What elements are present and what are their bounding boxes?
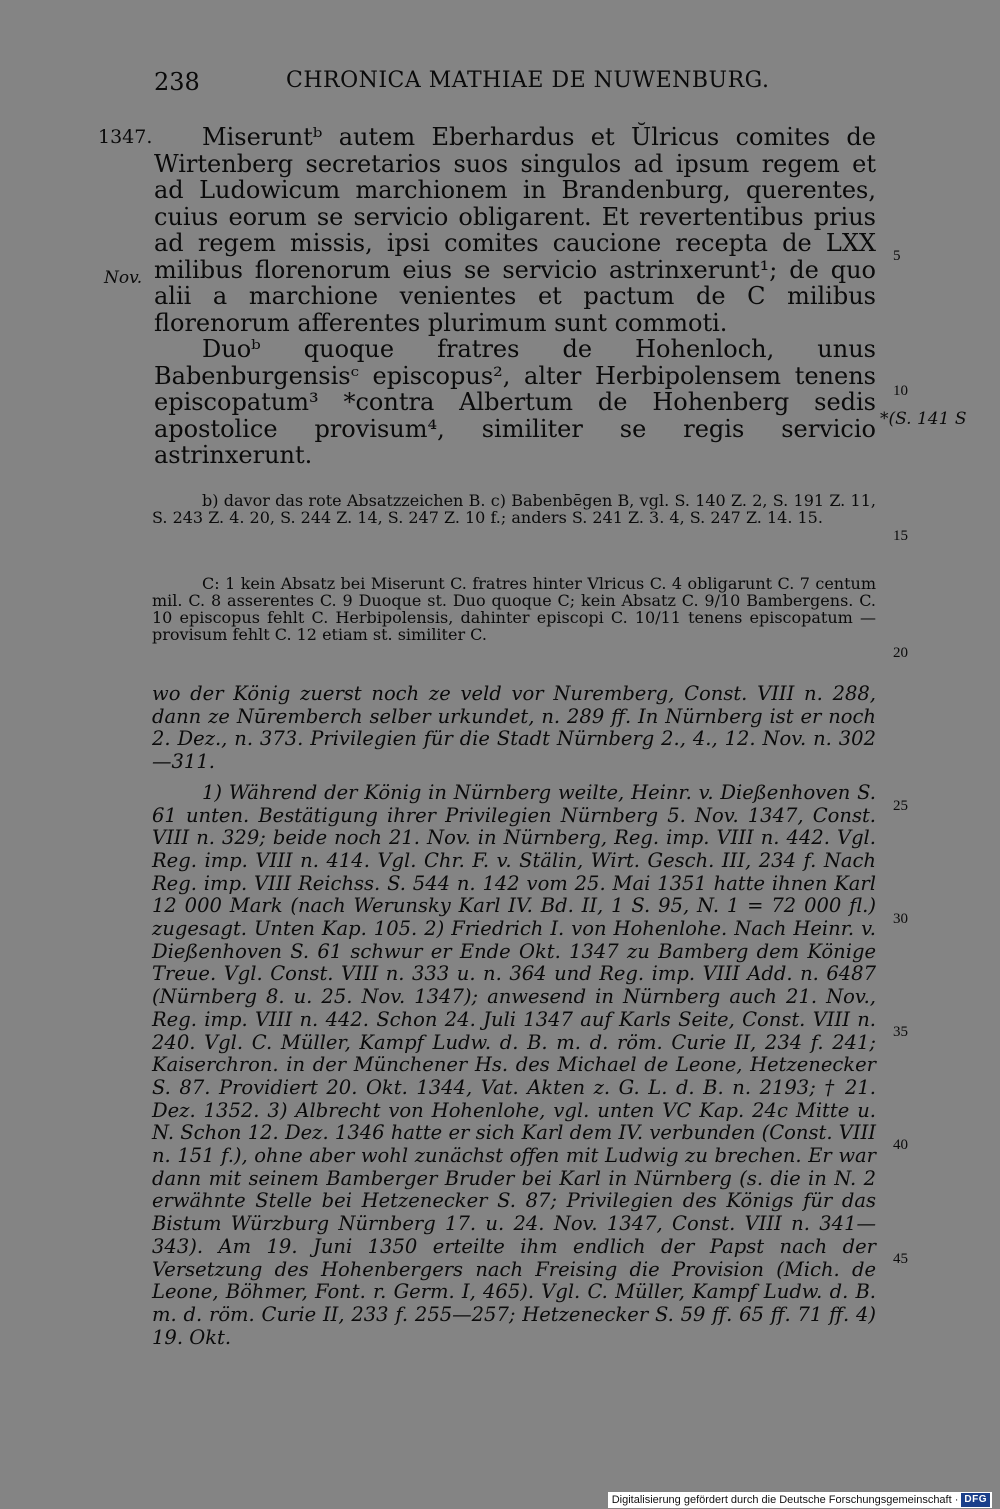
footnotes-variants-text: C: 1 kein Absatz bei Miserunt C. fratres hinter Vlricus C. 4 obligarunt C. 7 centum mil. C. 8 asserentes C. 9 Duoque st. Duo quoque C; kein Absatz C. 9/10 Bambergens. C. 10 episcopus fehlt C. Herbipolensis, dahinter episcopi C. 10/11 tenens episcopatum — provisum fehlt C. 12 etiam st. similiter C. [152,574,876,644]
margin-year: 1347. [98,126,153,148]
line-number-40: 40 [893,1137,908,1153]
running-head: CHRONICA MATHIAE DE NUWENBURG. [286,68,770,93]
digitization-credit [608,1492,992,1508]
line-number-25: 25 [893,798,908,814]
footnotes-letter [152,492,876,526]
line-number-20: 20 [893,645,908,661]
line-number-45: 45 [893,1251,908,1267]
footnotes-letter-text: b) davor das rote Absatzzeichen B. c) Babenbēgen B, vgl. S. 140 Z. 2, S. 191 Z. 11, S. 243 Z. 4. 20, S. 244 Z. 14, S. 247 Z. 10 f.; anders S. 241 Z. 3. 4, S. 247 Z. 14. 15. [152,491,876,527]
margin-folio-marker: *(S. 141 S [880,409,967,429]
page-number: 238 [154,68,200,96]
main-paragraph-2: Duoᵇ quoque fratres de Hohenloch, unus Babenburgensisᶜ episcopus², alter Herbipolensem tenens episcopatum³ *contra Albertum de Hohenberg sedis apostolice provisum⁴, similiter se regis servicio astrinxerunt. [154,335,876,469]
historical-notes [152,683,876,1349]
line-number-10: 10 [893,383,908,399]
notes-continuation: wo der König zuerst noch ze veld vor Nuremberg, Const. VIII n. 288, dann ze Nūremberch selber urkundet, n. 289 ff. In Nürnberg ist er noch 2. Dez., n. 373. Privilegien für die Stadt Nürnberg 2., 4., 12. Nov. n. 302—311. [152,682,876,774]
main-text [154,124,876,469]
line-number-30: 30 [893,911,908,927]
main-paragraph-1: Miseruntᵇ autem Eberhardus et Ŭlricus comites de Wirtenberg secretarios suos singulos ad ipsum regem et ad Ludowicum marchionem in Brandenburg, querentes, cuius eorum se servicio obligarent. Et revertentibus prius ad regem missis, ipsi comites caucione recepta de LXX milibus florenorum eius se servicio astrinxerunt¹; de quo alii a marchione venientes et pactum de C milibus florenorum afferentes plurimum sunt commoti. [154,123,876,337]
notes-main: 1) Während der König in Nürnberg weilte, Heinr. v. Dießenhoven S. 61 unten. Bestätigung ihrer Privilegien Nürnberg 5. Nov. 1347, Const. VIII n. 329; beide noch 21. Nov. in Nürnberg, Reg. imp. VIII n. 442. Vgl. Reg. imp. VIII n. 414. Vgl. Chr. F. v. Stälin, Wirt. Gesch. III, 234 f. Nach Reg. imp. VIII Reichss. S. 544 n. 142 vom 25. Mai 1351 hatte ihnen Karl 12 000 Mark (nach Werunsky Karl IV. Bd. II, 1 S. 95, N. 1 = 72 000 fl.) zugesagt. Unten Kap. 105. 2) Friedrich I. von Hohenlohe. Nach Heinr. v. Dießenhoven S. 61 schwur er Ende Okt. 1347 zu Bamberg dem Könige Treue. Vgl. Const. VIII n. 333 u. n. 364 und Reg. imp. VIII Add. n. 6487 (Nürnberg 8. u. 25. Nov. 1347); anwesend in Nürnberg auch 21. Nov., Reg. imp. VIII n. 442. Schon 24. Juli 1347 auf Karls Seite, Const. VIII n. 240. Vgl. C. Müller, Kampf Ludw. d. B. m. d. röm. Curie II, 234 f. 241; Kaiserchron. in der Münchener Hs. des Michael de Leone, Hetzenecker S. 87. Providiert 20. Okt. 1344, Vat. Akten z. G. L. d. B. n. 2193; † 21. Dez. 1352. 3) Albrecht von Hohenlohe, vgl. unten VC Kap. 24c Mitte u. N. Schon 12. Dez. 1346 hatte er sich Karl dem IV. verbunden (Const. VIII n. 151 f.), ohne aber wohl zunächst offen mit Ludwig zu brechen. Er war dann mit seinem Bamberger Bruder bei Karl in Nürnberg (s. die in N. 2 erwähnte Stelle bei Hetzenecker S. 87; Privilegien des Königs für das Bistum Würzburg Nürnberg 17. u. 24. Nov. 1347, Const. VIII n. 341—343). Am 19. Juni 1350 erteilte ihm endlich der Papst nach der Versetzung des Hohenbergers nach Freising die Provision (Mich. de Leone, Böhmer, Font. r. Germ. I, 465). Vgl. C. Müller, Kampf Ludw. d. B. m. d. röm. Curie II, 233 f. 255—257; Hetzenecker S. 59 ff. 65 ff. 71 ff. 4) 19. Okt. [152,780,876,1349]
line-number-15: 15 [893,528,908,544]
credit-text: Digitalisierung gefördert durch die Deutsche Forschungsgemeinschaft · [611,1494,959,1506]
footnotes-variants [152,575,876,643]
margin-month: Nov. [104,268,143,288]
line-number-35: 35 [893,1024,908,1040]
dfg-logo-icon: DFG [961,1493,990,1507]
line-number-5: 5 [893,248,901,264]
